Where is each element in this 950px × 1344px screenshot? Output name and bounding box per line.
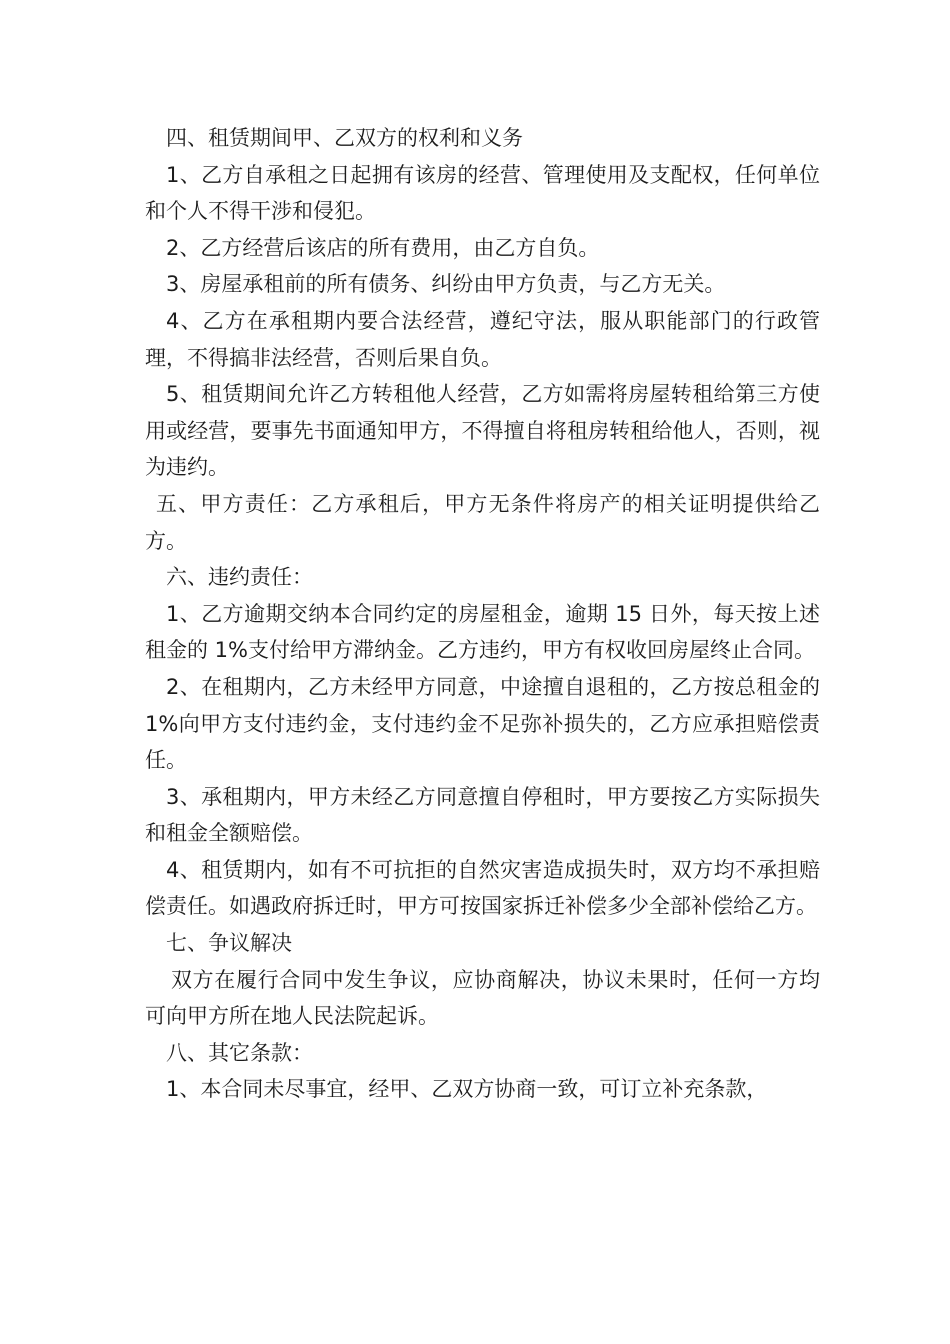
clause-paragraph: 3、承租期内，甲方未经乙方同意擅自停租时，甲方要按乙方实际损失和租金全额赔偿。 [145, 784, 820, 846]
clause-paragraph: 4、租赁期内，如有不可抗拒的自然灾害造成损失时，双方均不承担赔偿责任。如遇政府拆迁时，甲方可按国家拆迁补偿多少全部补偿给乙方。 [145, 857, 820, 919]
clause-paragraph: 双方在履行合同中发生争议，应协商解决，协议未果时，任何一方均可向甲方所在地人民法院起诉。 [145, 967, 820, 1029]
clause-paragraph: 2、乙方经营后该店的所有费用，由乙方自负。 [166, 235, 600, 260]
section-heading-other-terms: 八、其它条款： [166, 1040, 313, 1065]
clause-paragraph: 1、乙方逾期交纳本合同约定的房屋租金，逾期 15 日外，每天按上述租金的 1%支付给甲方滞纳金。乙方违约，甲方有权收回房屋终止合同。 [145, 601, 820, 663]
clause-paragraph: 4、乙方在承租期内要合法经营，遵纪守法，服从职能部门的行政管理，不得搞非法经营，否则后果自负。 [145, 308, 820, 370]
section-heading-landlord-duty: 五、甲方责任：乙方承租后，甲方无条件将房产的相关证明提供给乙方。 [145, 491, 820, 553]
section-heading-breach: 六、违约责任： [166, 565, 313, 590]
clause-paragraph: 5、租赁期间允许乙方转租他人经营，乙方如需将房屋转租给第三方使用或经营，要事先书面通知甲方，不得擅自将租房转租给他人，否则，视为违约。 [145, 382, 820, 480]
clause-paragraph: 1、乙方自承租之日起拥有该房的经营、管理使用及支配权，任何单位和个人不得干涉和侵犯。 [145, 162, 820, 224]
section-heading-dispute: 七、争议解决 [166, 931, 292, 956]
clause-paragraph: 1、本合同未尽事宜，经甲、乙双方协商一致，可订立补充条款， [166, 1077, 768, 1102]
contract-body [145, 120, 820, 1108]
clause-paragraph: 2、在租期内，乙方未经甲方同意，中途擅自退租的，乙方按总租金的 1%向甲方支付违约金，支付违约金不足弥补损失的，乙方应承担赔偿责任。 [145, 674, 820, 773]
section-heading-rights-obligations: 四、租赁期间甲、乙双方的权利和义务 [166, 126, 523, 150]
clause-paragraph: 3、房屋承租前的所有债务、纠纷由甲方负责，与乙方无关。 [166, 272, 726, 297]
